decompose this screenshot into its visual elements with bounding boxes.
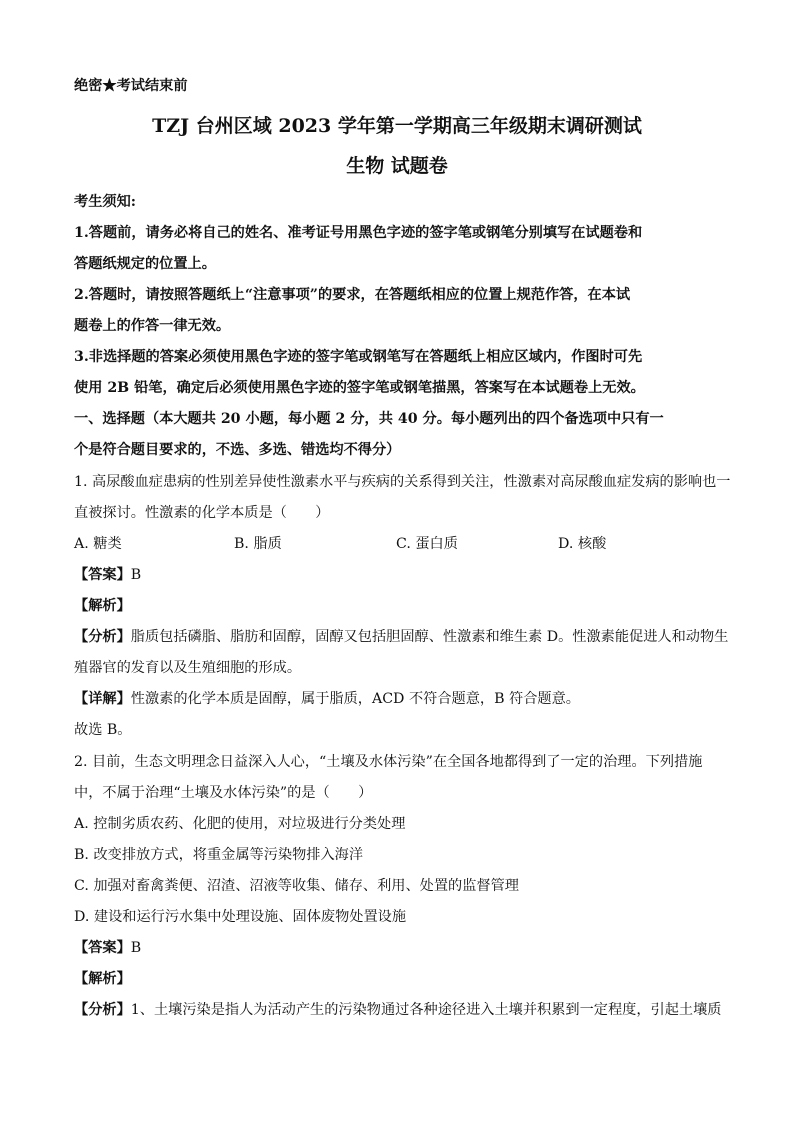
notice-line: 2.答题时，请按照答题纸上“注意事项”的要求，在答题纸相应的位置上规范作答，在本试 [74, 287, 631, 303]
q2-option-b: B. 改变排放方式，将重金属等污染物排入海洋 [74, 847, 364, 863]
notice-line: 3.非选择题的答案必须使用黑色字迹的签字笔或钢笔写在答题纸上相应区域内，作图时可先 [74, 349, 643, 365]
notice-line: 答题纸规定的位置上。 [74, 256, 216, 272]
q1-option-a: A. 糖类 [74, 536, 122, 552]
q2-option-d: D. 建设和运行污水集中处理设施、固体废物处置设施 [74, 909, 407, 925]
notice-heading: 考生须知: [74, 194, 136, 210]
notice-line: 1.答题前，请务必将自己的姓名、准考证号用黑色字迹的签字笔或钢笔分别填写在试题卷和 [74, 225, 643, 241]
answer-tag: 【答案】 [74, 940, 131, 956]
answer-value: B [130, 567, 142, 583]
q2-option-a: A. 控制劣质农药、化肥的使用，对垃圾进行分类处理 [74, 816, 406, 832]
exam-subtitle: 生物 试题卷 [346, 155, 448, 177]
fenxi-tag: 【分析】 [74, 629, 131, 645]
fenxi-tag: 【分析】 [74, 1002, 131, 1018]
q1-analysis-tag: 【解析】 [74, 598, 131, 614]
q1-option-b: B. 脂质 [234, 536, 282, 552]
exam-title: TZJ 台州区域 2023 学年第一学期高三年级期末调研测试 [152, 115, 642, 137]
q1-fenxi [74, 627, 729, 647]
q1-stem: 直被探讨。性激素的化学本质是（ ） [74, 505, 330, 521]
q1-fenxi-cont: 殖器官的发育以及生殖细胞的形成。 [74, 660, 302, 676]
q1-conclusion: 故选 B。 [74, 722, 132, 738]
q1-option-d: D. 核酸 [558, 536, 607, 552]
fenxi-text: 脂质包括磷脂、脂肪和固醇，固醇又包括胆固醇、性激素和维生素 D。性激素能促进人和动物生 [130, 629, 729, 645]
q2-fenxi [74, 1000, 724, 1020]
secret-label: 绝密★考试结束前 [74, 78, 188, 94]
answer-value: B [130, 940, 142, 956]
q2-stem: 中，不属于治理“土壤及水体污染”的是（ ） [74, 785, 373, 801]
q1-option-c: C. 蛋白质 [396, 536, 458, 552]
q1-stem: 1. 高尿酸血症患病的性别差异使性激素水平与疾病的关系得到关注，性激素对高尿酸血症发病的影响也一 [74, 474, 731, 490]
section-heading: 一、选择题（本大题共 20 小题，每小题 2 分，共 40 分。每小题列出的四个备选项中只有一 [74, 411, 664, 427]
q2-option-c: C. 加强对畜禽粪便、沼渣、沼液等收集、储存、利用、处置的监督管理 [74, 878, 519, 894]
q2-analysis-tag: 【解析】 [74, 971, 131, 987]
fenxi-text: 1、土壤污染是指人为活动产生的污染物通过各种途径进入土壤并积累到一定程度，引起土壤质 [130, 1002, 722, 1018]
section-heading: 个是符合题目要求的，不选、多选、错选均不得分） [74, 442, 401, 458]
q2-stem: 2. 目前，生态文明理念日益深入人心，“土壤及水体污染”在全国各地都得到了一定的治理。下列措施 [74, 754, 703, 770]
xiangjie-text: 性激素的化学本质是固醇，属于脂质，ACD 不符合题意，B 符合题意。 [130, 691, 580, 707]
q2-answer [74, 938, 724, 958]
notice-line: 使用 2B 铅笔，确定后必须使用黑色字迹的签字笔或钢笔描黑，答案写在本试题卷上无效。 [74, 380, 645, 396]
xiangjie-tag: 【详解】 [74, 691, 131, 707]
notice-line: 题卷上的作答一律无效。 [74, 318, 231, 334]
answer-tag: 【答案】 [74, 567, 131, 583]
q1-xiangjie [74, 689, 724, 709]
q1-answer [74, 565, 724, 585]
